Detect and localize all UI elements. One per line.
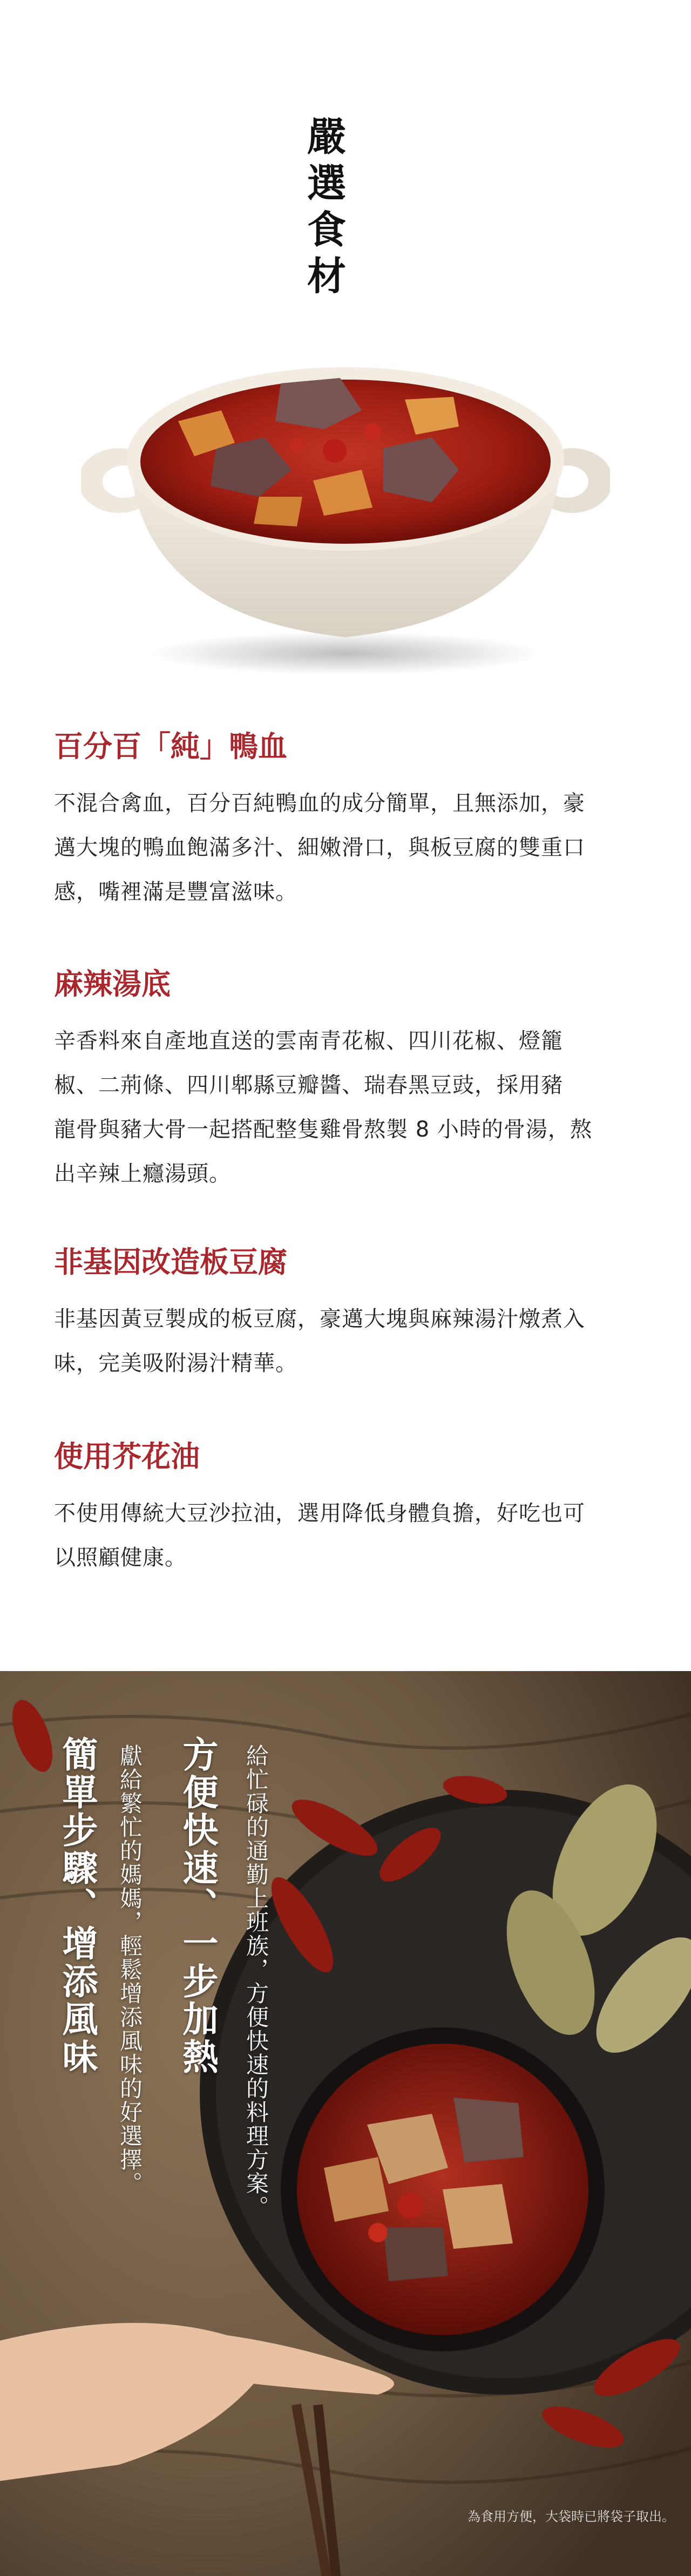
product-photo-section [0, 1671, 691, 2576]
feature-duck-blood [54, 724, 637, 914]
feature-canola-oil [54, 1434, 637, 1580]
product-photo [0, 1671, 691, 2576]
feature-tofu [54, 1239, 637, 1385]
feature-text: 辛香料來自產地直送的雲南青花椒、四川花椒、燈籠 椒、二荊條、四川郫縣豆瓣醬、瑞春黑豆豉，採用豬 龍骨與豬大骨一起搭配整隻雞骨熬製 8 小時的骨湯，熬 出辛辣上癮湯頭。 [54, 1029, 592, 1186]
tagline-sub-moms: 獻給繁忙的媽媽，輕鬆增添風味的好選擇。 [117, 1744, 143, 2195]
feature-text: 非基因黃豆製成的板豆腐，豪邁大塊與麻辣湯汁燉煮入 味，完美吸附湯汁精華。 [54, 1307, 585, 1376]
tagline-sub-commuters: 給忙碌的通勤上班族，方便快速的料理方案。 [243, 1744, 269, 2219]
serving-note: 為食用方便，大袋時已將袋子取出。 [468, 2509, 675, 2524]
feature-title: 使用芥花油 [54, 1439, 200, 1473]
bowl-image [81, 335, 610, 680]
tagline-simple-steps: 簡單步驟、增添風味 [56, 1736, 98, 2076]
feature-soup-base [54, 961, 637, 1196]
feature-text: 不混合禽血，百分百純鴨血的成分簡單，且無添加，豪 邁大塊的鴨血飽滿多汁、細嫩滑口，與板豆腐的雙重口 感，嘴裡滿是豐富滋味。 [54, 791, 585, 904]
feature-text: 不使用傳統大豆沙拉油，選用降低身體負擔，好吃也可 以照顧健康。 [54, 1501, 585, 1570]
feature-title: 非基因改造板豆腐 [54, 1245, 287, 1279]
page-title: 嚴選食材 [301, 116, 346, 302]
feature-title: 百分百「純」鴨血 [54, 729, 287, 763]
feature-title: 麻辣湯底 [54, 967, 171, 1001]
tagline-quick-heat: 方便快速、一步加熱 [177, 1736, 218, 2076]
